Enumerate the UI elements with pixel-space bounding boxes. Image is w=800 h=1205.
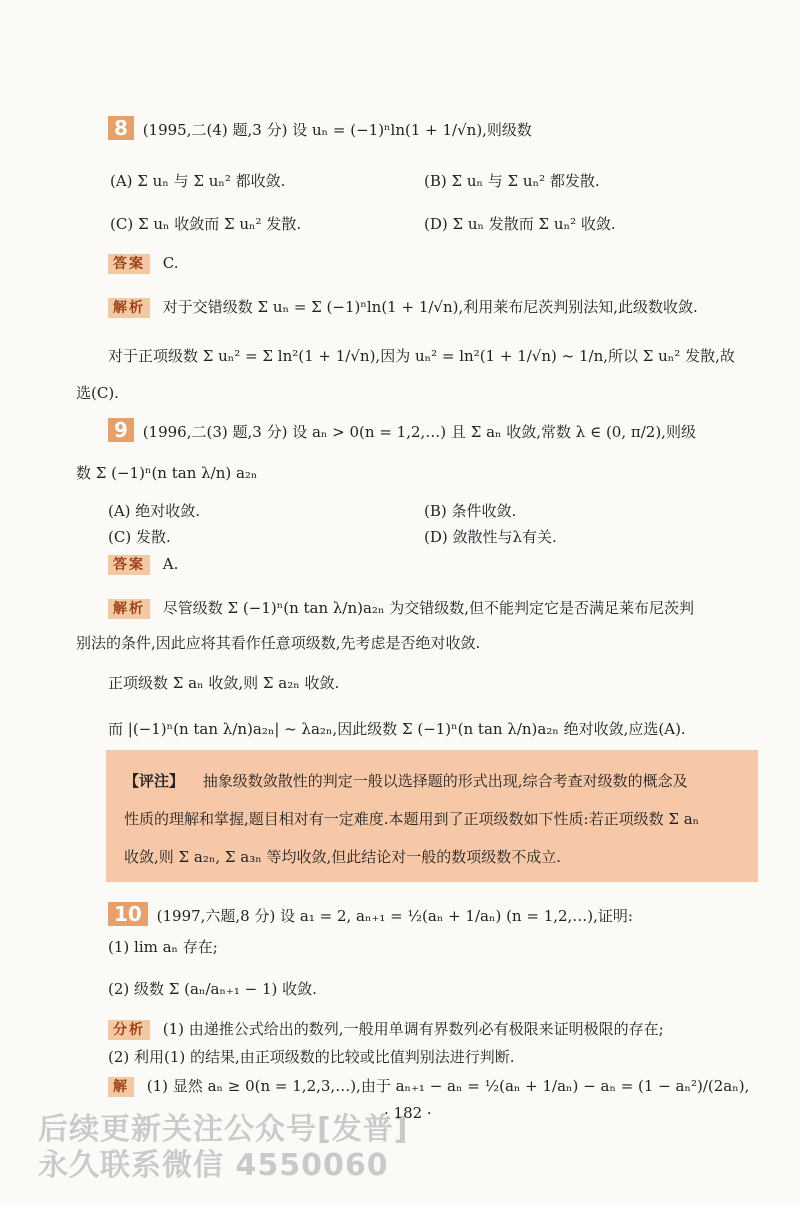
q9-number-badge: 9 [108,418,134,442]
q10-number-badge: 10 [108,902,148,926]
q8-analysis-1 [108,296,698,318]
analysis-tag: 解析 [108,599,150,619]
q8-stem: (1995,二(4) 题,3 分) 设 uₙ = (−1)ⁿln(1 + 1/√n),则级数 [142,121,532,139]
remark-line-1 [124,770,688,792]
q9-option-d: (D) 敛散性与λ有关. [424,528,557,546]
q8-answer-value: C. [162,254,179,272]
remark-line-3: 收敛,则 Σ a₂ₙ, Σ a₃ₙ 等均收敛,但此结论对一般的数项级数不成立. [124,848,562,866]
q9-analysis-2: 别法的条件,因此应将其看作任意项级数,先考虑是否绝对收敛. [76,634,481,652]
q9-analysis-4: 而 |(−1)ⁿ(n tan λ/n)a₂ₙ| ~ λa₂ₙ,因此级数 Σ (−1)ⁿ(n tan λ/n)a₂ₙ 绝对收敛,应选(A). [108,720,686,738]
q9-analysis-1 [108,597,694,619]
q9-option-c: (C) 发散. [108,528,171,546]
remark-line-2: 性质的理解和掌握,题目相对有一定难度.本题用到了正项级数如下性质:若正项级数 Σ aₙ [124,810,700,828]
analysis-tag: 分析 [108,1020,150,1040]
q8-analysis-2: 对于正项级数 Σ uₙ² = Σ ln²(1 + 1/√n),因为 uₙ² = ln²(1 + 1/√n) ~ 1/n,所以 Σ uₙ² 发散,故 [108,347,735,365]
q10-part-1: (1) lim aₙ 存在; [108,938,218,956]
remark-label: 【评注】 [124,772,185,790]
q10-solution-1 [108,1075,749,1097]
q9-option-b: (B) 条件收敛. [424,502,517,520]
q8-option-c: (C) Σ uₙ 收敛而 Σ uₙ² 发散. [110,215,302,233]
remark-box [106,750,758,882]
answer-tag: 答案 [108,555,150,575]
remark-text-1: 抽象级数敛散性的判定一般以选择题的形式出现,综合考查对级数的概念及 [202,772,688,790]
q8-analysis-3: 选(C). [76,384,119,402]
q9-analysis-3: 正项级数 Σ aₙ 收敛,则 Σ a₂ₙ 收敛. [108,674,340,692]
q8-option-d: (D) Σ uₙ 发散而 Σ uₙ² 收敛. [424,215,616,233]
q10-part-2: (2) 级数 Σ (aₙ/aₙ₊₁ − 1) 收敛. [108,980,317,998]
q9-answer-value: A. [162,555,179,573]
q8-number-badge: 8 [108,116,134,140]
q10-analysis-2: (2) 利用(1) 的结果,由正项级数的比较或比值判别法进行判断. [108,1048,515,1066]
q9-stem-2: 数 Σ (−1)ⁿ(n tan λ/n) a₂ₙ [76,464,258,482]
q9-answer [108,553,178,575]
q9-header [108,418,696,443]
q10-solution-text-1: (1) 显然 aₙ ≥ 0(n = 1,2,3,…),由于 aₙ₊₁ − aₙ = ½(aₙ + 1/aₙ) − aₙ = (1 − aₙ²)/(2aₙ), [146,1077,750,1095]
q9-option-a: (A) 绝对收敛. [108,502,201,520]
q8-header [108,116,532,141]
q8-analysis-text-1: 对于交错级数 Σ uₙ = Σ (−1)ⁿln(1 + 1/√n),利用莱布尼茨判别法知,此级数收敛. [162,298,698,316]
analysis-tag: 解析 [108,298,150,318]
q8-option-a: (A) Σ uₙ 与 Σ uₙ² 都收敛. [110,172,286,190]
q8-answer [108,252,179,274]
watermark-line-2: 永久联系微信 4550060 [38,1148,389,1183]
watermark-line-1: 后续更新关注公众号[发普] [38,1112,409,1147]
solution-tag: 解 [108,1077,134,1097]
q8-option-b: (B) Σ uₙ 与 Σ uₙ² 都发散. [424,172,600,190]
q9-analysis-text-1: 尽管级数 Σ (−1)ⁿ(n tan λ/n)a₂ₙ 为交错级数,但不能判定它是否满足莱布尼茨判 [162,599,694,617]
q10-stem: (1997,六题,8 分) 设 a₁ = 2, aₙ₊₁ = ½(aₙ + 1/aₙ) (n = 1,2,…),证明: [156,907,633,925]
q10-analysis-text-1: (1) 由递推公式给出的数列,一般用单调有界数列必有极限来证明极限的存在; [162,1020,664,1038]
q10-analysis-1 [108,1018,664,1040]
answer-tag: 答案 [108,254,150,274]
q10-header [108,902,633,927]
page-number: · 182 · [384,1104,432,1122]
q9-stem-1: (1996,二(3) 题,3 分) 设 aₙ > 0(n = 1,2,…) 且 Σ aₙ 收敛,常数 λ ∈ (0, π/2),则级 [142,423,696,441]
